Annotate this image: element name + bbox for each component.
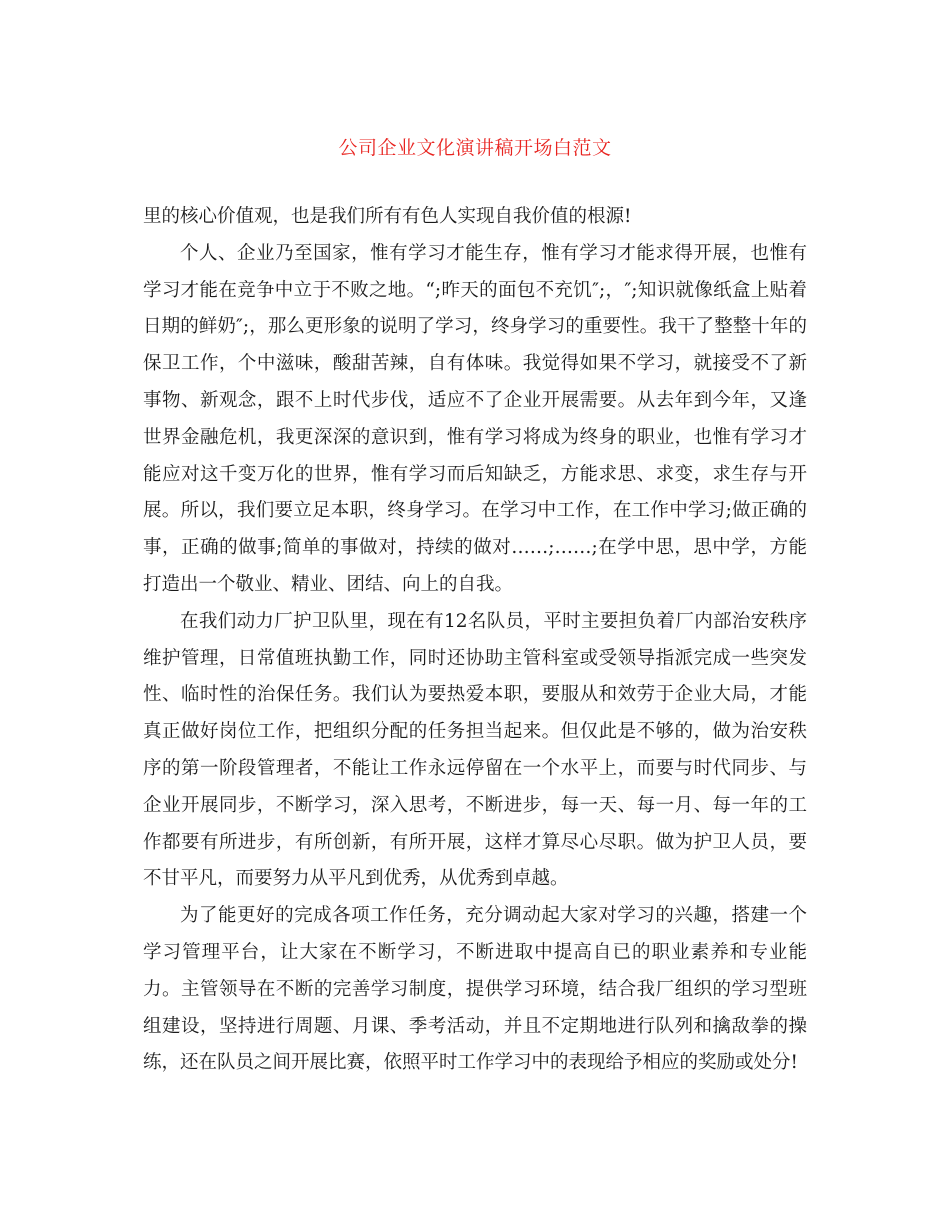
document-body bbox=[143, 199, 807, 1082]
paragraph-2: 个人、企业乃至国家，惟有学习才能生存，惟有学习才能求得开展，也惟有学习才能在竞争中立于不败之地。“;昨天的面包不充饥″;，″;知识就像纸盒上贴着日期的鲜奶″;，那么更形象的说明了学习，终身学习的重要性。我干了整整十年的保卫工作，个中滋味，酸甜苦辣，自有体味。我觉得如果不学习，就接受不了新事物、新观念，跟不上时代步伐，适应不了企业开展需要。从去年到今年，又逢世界金融危机，我更深深的意识到，惟有学习将成为终身的职业，也惟有学习才能应对这千变万化的世界，惟有学习而后知缺乏，方能求思、求变，求生存与开展。所以，我们要立足本职，终身学习。在学习中工作，在工作中学习;做正确的事，正确的做事;简单的事做对，持续的做对……;……;在学中思，思中学，方能打造出一个敬业、精业、团结、向上的自我。 bbox=[143, 242, 807, 595]
document-title: 公司企业文化演讲稿开场白范文 bbox=[338, 137, 612, 159]
paragraph-1: 里的核心价值观，也是我们所有有色人实现自我价值的根源! bbox=[143, 206, 632, 227]
paragraph-3: 在我们动力厂护卫队里，现在有12名队员，平时主要担负着厂内部治安秩序维护管理，日常值班执勤工作，同时还协助主管科室或受领导指派完成一些突发性、临时性的治保任务。我们认为要热爱本职，要服从和效劳于企业大局，才能真正做好岗位工作，把组织分配的任务担当起来。但仅此是不够的，做为治安秩序的第一阶段管理者，不能让工作永远停留在一个水平上，而要与时代同步、与企业开展同步，不断学习，深入思考，不断进步，每一天、每一月、每一年的工作都要有所进步，有所创新，有所开展，这样才算尽心尽职。做为护卫人员，要不甘平凡，而要努力从平凡到优秀，从优秀到卓越。 bbox=[143, 610, 807, 890]
paragraph-4: 为了能更好的完成各项工作任务，充分调动起大家对学习的兴趣，搭建一个学习管理平台，让大家在不断学习，不断进取中提高自已的职业素养和专业能力。主管领导在不断的完善学习制度，提供学习环境，结合我厂组织的学习型班组建设，坚持进行周题、月课、季考活动，并且不定期地进行队列和擒敌拳的操练，还在队员之间开展比赛，依照平时工作学习中的表现给予相应的奖励或处分! bbox=[143, 905, 807, 1074]
